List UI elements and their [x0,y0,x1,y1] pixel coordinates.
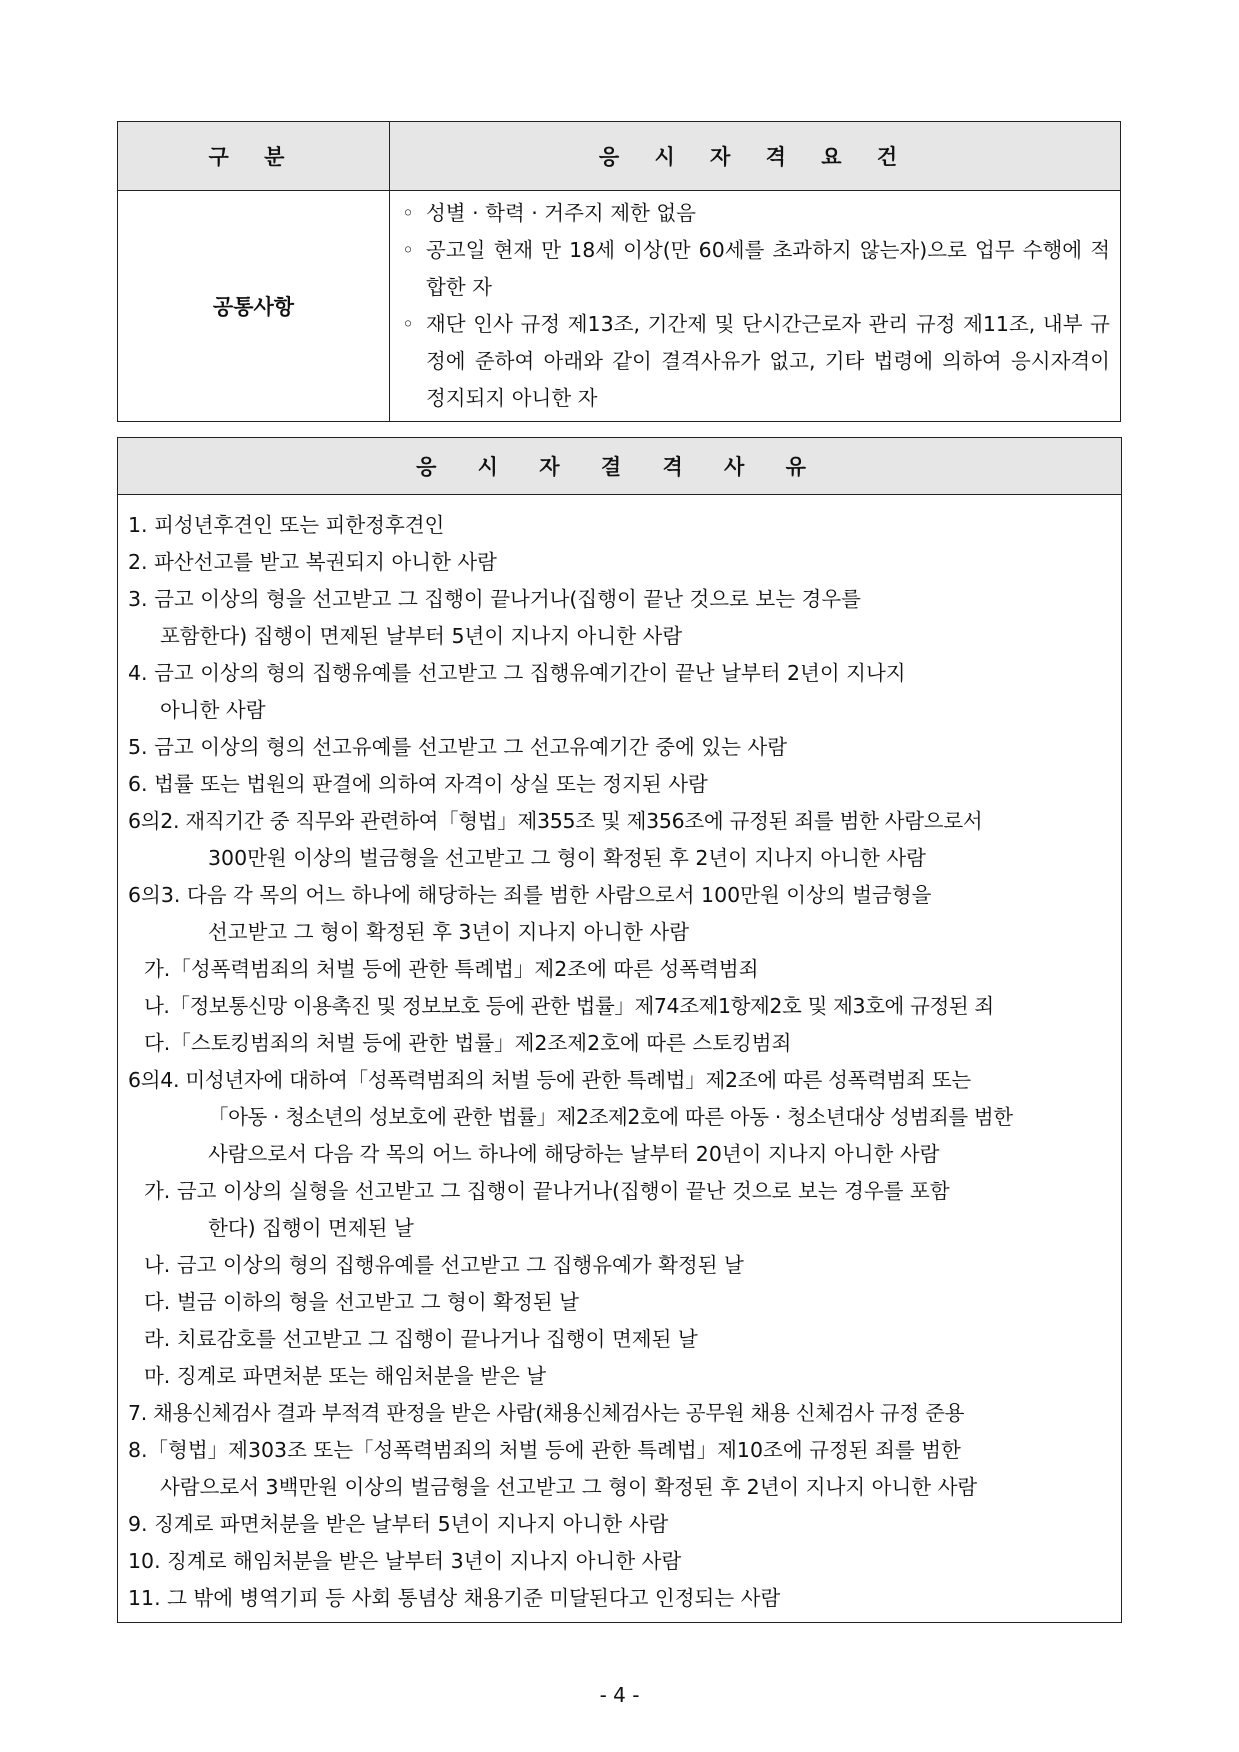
disqualification-table [117,437,1122,1623]
sub-item: 가.「성폭력범죄의 처벌 등에 관한 특례법」제2조에 따른 성폭력범죄 [144,957,759,981]
sub-item: 나. 금고 이상의 형의 집행유예를 선고받고 그 집행유예가 확정된 날 [144,1253,744,1277]
list-item: 4. 금고 이상의 형의 집행유예를 선고받고 그 집행유예기간이 끝난 날부터 2년이 지나지 [128,661,906,685]
list-item-continuation: 사람으로서 다음 각 목의 어느 하나에 해당하는 날부터 20년이 지나지 아니한 사람 [208,1142,940,1166]
list-item: 10. 징계로 해임처분을 받은 날부터 3년이 지나지 아니한 사람 [128,1549,682,1573]
list-item: 6의3. 다음 각 목의 어느 하나에 해당하는 죄를 범한 사람으로서 100만원 이상의 벌금형을 [128,883,932,907]
list-item-continuation: 사람으로서 3백만원 이상의 벌금형을 선고받고 그 형이 확정된 후 2년이 지나지 아니한 사람 [160,1475,978,1499]
list-item: 9. 징계로 파면처분을 받은 날부터 5년이 지나지 아니한 사람 [128,1512,669,1536]
page-number: - 4 - [599,1683,640,1707]
list-item: 8.「형법」제303조 또는「성폭력범죄의 처벌 등에 관한 특례법」제10조에 규정된 죄를 범한 [128,1438,961,1462]
requirement-text: 성별 · 학력 · 거주지 제한 없음 [426,201,696,225]
list-item: 6. 법률 또는 법원의 판결에 의하여 자격이 상실 또는 정지된 사람 [128,772,708,796]
disqualification-list [118,495,1121,1617]
eligibility-table [117,121,1121,422]
requirement-text: 재단 인사 규정 제13조, 기간제 및 단시간근로자 관리 규정 제11조, 내부 규정에 준하여 아래와 같이 결격사유가 없고, 기타 법령에 의하여 응시자격이 정지되지 아니한 자 [426,312,1110,410]
list-item-continuation: 「아동 · 청소년의 성보호에 관한 법률」제2조제2호에 따른 아동 · 청소년대상 성범죄를 범한 [208,1105,1013,1129]
requirements-header: 응 시 자 격 요 건 [390,122,1121,191]
bullet-marker: ◦ [402,238,415,262]
requirement-item [402,306,1110,417]
list-item: 7. 채용신체검사 결과 부적격 판정을 받은 사람(채용신체검사는 공무원 채용 신체검사 규정 준용 [128,1401,965,1425]
list-item: 2. 파산선고를 받고 복권되지 아니한 사람 [128,550,497,574]
list-item: 6의4. 미성년자에 대하여「성폭력범죄의 처벌 등에 관한 특례법」제2조에 따른 성폭력범죄 또는 [128,1068,971,1092]
list-item-continuation: 포함한다) 집행이 면제된 날부터 5년이 지나지 아니한 사람 [160,624,683,648]
list-item: 11. 그 밖에 병역기피 등 사회 통념상 채용기준 미달된다고 인정되는 사람 [128,1586,781,1610]
sub-item: 가. 금고 이상의 실형을 선고받고 그 집행이 끝나거나(집행이 끝난 것으로 보는 경우를 포함 [144,1179,950,1203]
requirement-text: 공고일 현재 만 18세 이상(만 60세를 초과하지 않는자)으로 업무 수행에 적합한 자 [426,238,1110,299]
sub-item: 나.「정보통신망 이용촉진 및 정보보호 등에 관한 법률」제74조제1항제2호 및 제3호에 규정된 죄 [144,994,994,1018]
list-item: 1. 피성년후견인 또는 피한정후견인 [128,513,445,537]
common-label: 공통사항 [118,191,390,422]
sub-item: 다. 벌금 이하의 형을 선고받고 그 형이 확정된 날 [144,1290,579,1314]
list-item: 6의2. 재직기간 중 직무와 관련하여「형법」제355조 및 제356조에 규정된 죄를 범한 사람으로서 [128,809,983,833]
bullet-marker: ◦ [402,201,415,225]
category-header: 구 분 [118,122,390,191]
requirements-cell [390,191,1121,422]
bullet-marker: ◦ [402,312,415,336]
sub-item: 마. 징계로 파면처분 또는 해임처분을 받은 날 [144,1364,547,1388]
sub-item: 라. 치료감호를 선고받고 그 집행이 끝나거나 집행이 면제된 날 [144,1327,698,1351]
disqualification-header: 응 시 자 결 격 사 유 [118,438,1121,495]
sub-item-continuation: 한다) 집행이 면제된 날 [208,1216,414,1240]
common-requirements-row [118,191,1121,422]
requirement-item [402,232,1110,306]
list-item-continuation: 300만원 이상의 벌금형을 선고받고 그 형이 확정된 후 2년이 지나지 아니한 사람 [208,846,926,870]
list-item-continuation: 선고받고 그 형이 확정된 후 3년이 지나지 아니한 사람 [208,920,690,944]
list-item: 3. 금고 이상의 형을 선고받고 그 집행이 끝나거나(집행이 끝난 것으로 보는 경우를 [128,587,861,611]
list-item: 5. 금고 이상의 형의 선고유예를 선고받고 그 선고유예기간 중에 있는 사람 [128,735,788,759]
list-item-continuation: 아니한 사람 [160,698,266,722]
eligibility-header-row [118,122,1121,191]
requirement-item [402,195,1110,232]
sub-item: 다.「스토킹범죄의 처벌 등에 관한 법률」제2조제2호에 따른 스토킹범죄 [144,1031,792,1055]
